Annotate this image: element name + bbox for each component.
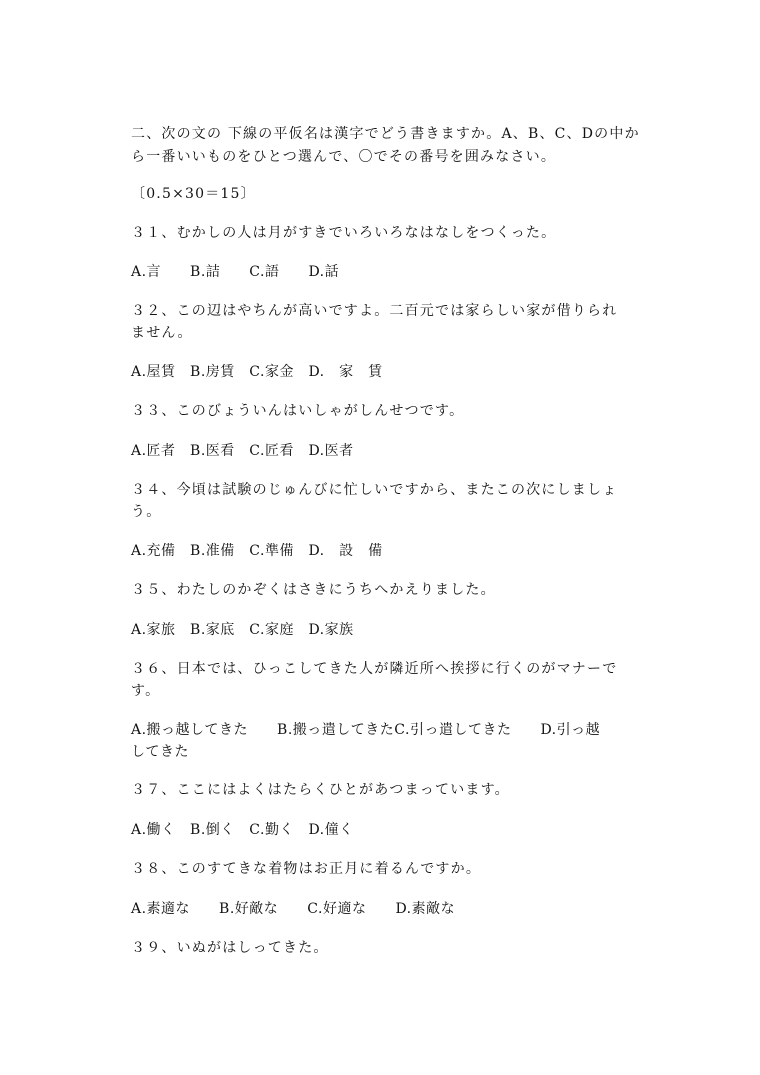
question-34: ３４、今頃は試験のじゅんびに忙しいですから、またこの次にしましょ [131,482,618,498]
question-33: ３３、このびょういんはいしゃがしんせつです。 [131,403,465,419]
question-38: ３８、このすてきな着物はお正月に着るんですか。 [131,861,482,877]
question-37: ３７、ここにはよくはたらくひとがあつまっています。 [131,782,510,798]
question-32-cont: ません。 [131,325,193,341]
instruction-line-2: ら一番いいものをひとつ選んで、〇でその番号を囲みなさい。 [131,149,557,165]
score-note: 〔0.5×30＝15〕 [131,186,256,202]
question-34-cont: う。 [131,504,162,520]
question-39: ３９、いぬがはしってきた。 [131,940,329,956]
question-36: ３６、日本では、ひっこしてきた人が隣近所へ挨拶に行くのがマナーで [131,661,618,677]
options-38: A.素適な B.好敵な C.好適な D.素敵な [131,901,456,917]
options-35: A.家旅 B.家底 C.家庭 D.家族 [131,622,354,638]
options-33: A.匠者 B.医看 C.匠看 D.医者 [131,443,354,459]
options-34: A.充備 B.准備 C.準備 D. 設 備 [131,543,383,559]
options-32: A.屋賃 B.房賃 C.家金 D. 家 賃 [131,364,383,380]
question-32: ３２、この辺はやちんが高いですよ。二百元では家らしい家が借りられ [131,303,618,319]
options-36-cont: してきた [131,744,189,760]
question-31: ３１、むかしの人は月がすきでいろいろなはなしをつくった。 [131,225,557,241]
options-37: A.働く B.倒く C.勤く D.僮く [131,822,354,838]
options-31: A.言 B.詰 C.語 D.話 [131,264,340,280]
options-36: A.搬っ越してきた B.搬っ遣してきたC.引っ遣してきた D.引っ越 [131,722,601,738]
question-36-cont: す。 [131,683,161,699]
instruction-line-1: 二、次の文の 下線の平仮名は漢字でどう書きますか。A、B、C、Dの中か [131,126,640,142]
question-35: ３５、わたしのかぞくはさきにうちへかえりました。 [131,582,496,598]
